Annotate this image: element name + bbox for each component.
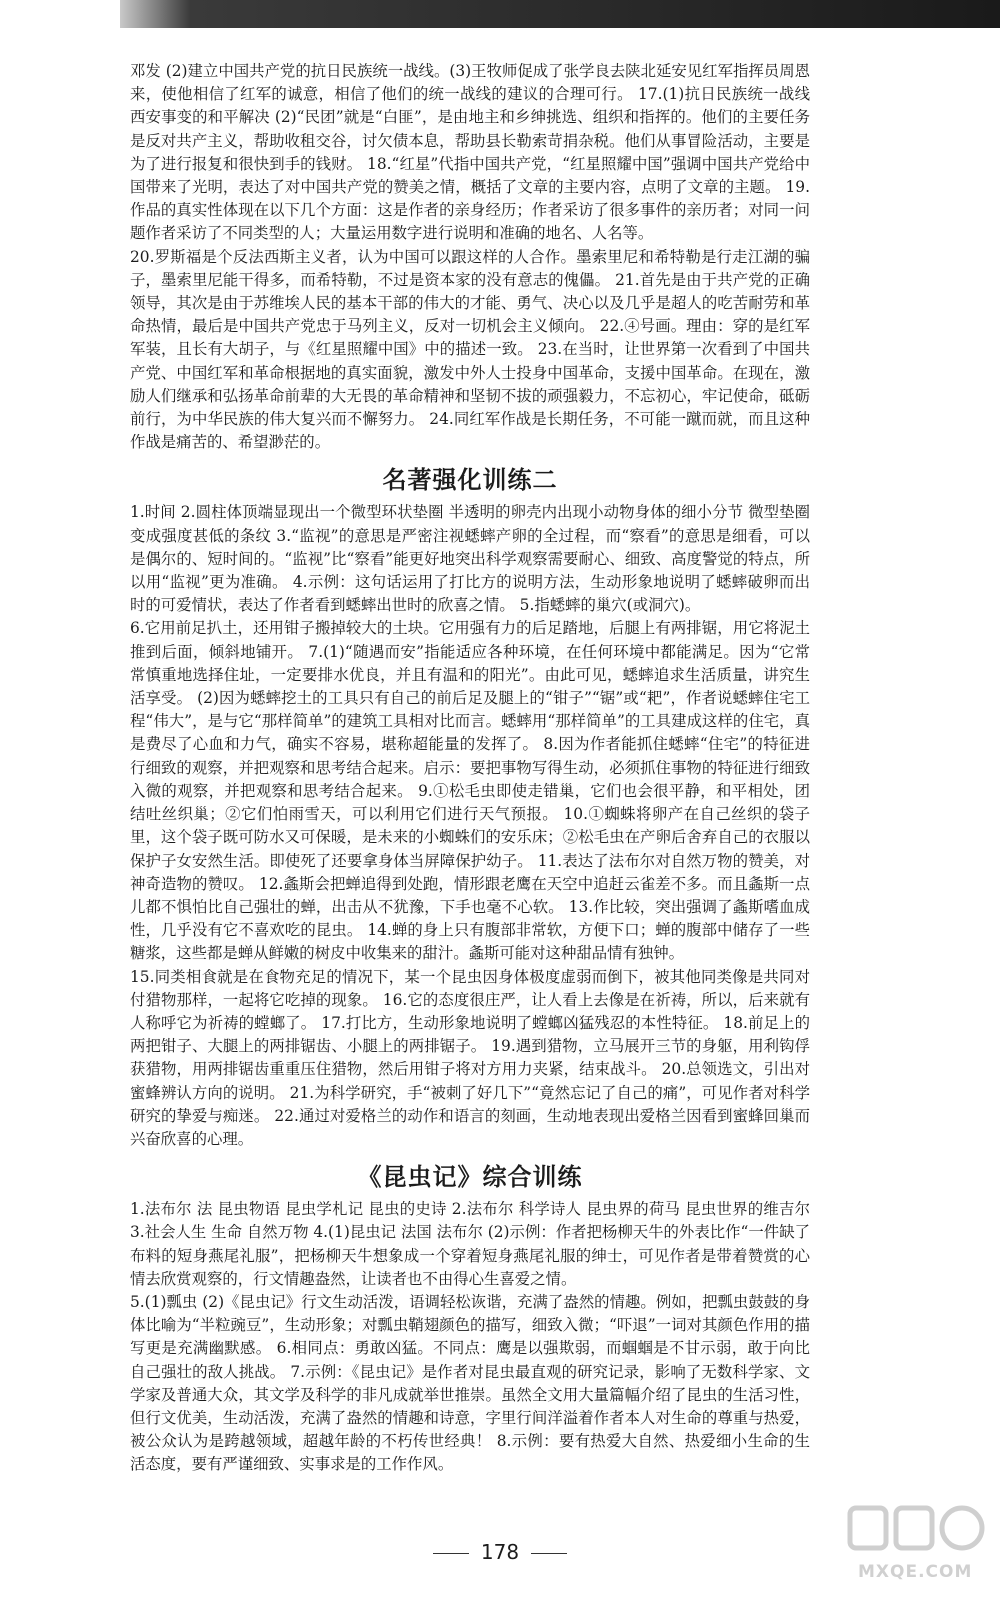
section-red-star-answers xyxy=(130,60,810,454)
watermark-logo xyxy=(840,1500,990,1590)
answer-paragraph: 1.法布尔 法 昆虫物语 昆虫学札记 昆虫的史诗 2.法布尔 科学诗人 昆虫界的荷马 昆虫世界的维吉尔 3.社会人生 生命 自然万物 4.(1)昆虫记 法国 法布尔 (2)示例：作者把杨柳天牛的外表比作“一件缺了布料的短身燕尾礼服”，把杨柳天牛想象成一个穿着短身燕尾礼服的绅士，可见作者是带着赞赏的心情去欣赏观察的，行文情趣盎然，让读者也不由得心生喜爱之情。 xyxy=(130,1200,810,1288)
watermark-text: MXQE.COM xyxy=(858,1562,973,1582)
answer-paragraph: 15.同类相食就是在食物充足的情况下，某一个昆虫因身体极度虚弱而倒下，被其他同类像是共同对付猎物那样，一起将它吃掉的现象。 16.它的态度很庄严，让人看上去像是在祈祷，所以，后来就有人称呼它为祈祷的螳螂了。 17.打比方，生动形象地说明了螳螂凶猛残忍的本性特征。 18.前足上的两把钳子、大腿上的两排锯齿、小腿上的两排锯子。 19.遇到猎物，立马展开三节的身躯，用利钩俘获猎物，用两排锯齿重重压住猎物，然后用钳子将对方用力夹紧，结束战斗。 20.总领选文，引出对蜜蜂辨认方向的说明。 21.为科学研究，手“被刺了好几下”“竟然忘记了自己的痛”，可见作者对科学研究的挚爱与痴迷。 22.通过对爱格兰的动作和语言的刻画，生动地表现出爱格兰因看到蜜蜂回巢而兴奋欣喜的心理。 xyxy=(130,967,810,1148)
section-insects-answers xyxy=(130,1198,810,1476)
answer-paragraph: 5.(1)瓢虫 (2)《昆虫记》行文生动活泼，语调轻松诙谐，充满了盎然的情趣。例如，把瓢虫鼓鼓的身体比喻为“半粒豌豆”，生动形象；对瓢虫鞘翅颜色的描写，细致入微；“吓退”一词对其颜色作用的描写更是充满幽默感。 6.相同点：勇敢凶猛。不同点：鹰是以强欺弱，而蝈蝈是不甘示弱，敢于向比自己强壮的敌人挑战。 7.示例：《昆虫记》是作者对昆虫最直观的研究记录，影响了无数科学家、文学家及普通大众，其文学及科学的非凡成就举世推崇。虽然全文用大量篇幅介绍了昆虫的生活习性，但行文优美，生动活泼，充满了盎然的情趣和诗意，字里行间洋溢着作者本人对生命的尊重与热爱，被公众认为是跨越领域，超越年龄的不朽传世经典！ 8.示例：要有热爱大自然、热爱细小生命的生活态度，要有严谨细致、实事求是的工作作风。 xyxy=(130,1292,810,1474)
watermark-glyph-icon xyxy=(840,1500,990,1560)
section-reinforcement-answers xyxy=(130,501,810,1151)
answer-paragraph: 6.它用前足扒土，还用钳子搬掉较大的土块。它用强有力的后足踏地，后腿上有两排锯，用它将泥土推到后面，倾斜地铺开。 7.(1)“随遇而安”指能适应各种环境，在任何环境中都能满足。因为“它常常慎重地选择住址，一定要排水优良，并且有温和的阳光”。由此可见，蟋蟀追求生活质量，讲究生活享受。 (2)因为蟋蟀挖土的工具只有自己的前后足及腿上的“钳子”“锯”或“耙”，作者说蟋蟀住宅工程“伟大”，是与它“那样简单”的建筑工具相对比而言。蟋蟀用“那样简单”的工具建成这样的住宅，真是费尽了心血和力气，确实不容易，堪称超能量的发挥了。 8.因为作者能抓住蟋蟀“住宅”的特征进行细致的观察，并把观察和思考结合起来。启示：要把事物写得生动，必须抓住事物的特征进行细致入微的观察，并把观察和思考结合起来。 9.①松毛虫即使走错巢，它们也会很平静，和平相处，团结吐丝织巢；②它们怕雨雪天，可以利用它们进行天气预报。 10.①蜘蛛将卵产在自己丝织的袋子里，这个袋子既可防水又可保暖，是未来的小蜘蛛们的安乐床；②松毛虫在产卵后舍弃自己的衣服以保护子女安然生活。即使死了还要拿身体当屏障保护幼子。 11.表达了法布尔对自然万物的赞美，对神奇造物的赞叹。 12.螽斯会把蝉追得到处跑，情形跟老鹰在天空中追赶云雀差不多。而且螽斯一点儿都不惧怕比自己强壮的蝉，出击从不犹豫，下手也毫不心软。 13.作比较，突出强调了螽斯嗜血成性，几乎没有它不喜欢吃的昆虫。 14.蝉的身上只有腹部非常软，方便下口；蝉的腹部中储存了一些糖浆，这些都是蝉从鲜嫩的树皮中收集来的甜汁。螽斯可能对这种甜品情有独钟。 xyxy=(130,619,810,963)
section-title: 名著强化训练二 xyxy=(382,466,558,495)
scan-top-edge xyxy=(0,0,1000,30)
answer-paragraph: 邓发 (2)建立中国共产党的抗日民族统一战线。(3)王牧师促成了张学良去陕北延安见红军指挥员周恩来，使他相信了红军的诚意，相信了他们的统一战线的建议的合理可行。 17.(1)抗日民族统一战线 西安事变的和平解决 (2)“民团”就是“白匪”，是由地主和乡绅挑选、组织和指挥的。他们的主要任务是反对共产主义，帮助收租交谷，讨欠债本息，帮助县长勒索苛捐杂税。他们从事冒险活动，主要是为了进行报复和很快到手的钱财。 18.“红星”代指中国共产党，“红星照耀中国”强调中国共产党给中国带来了光明，表达了对中国共产党的赞美之情，概括了文章的主要内容，点明了文章的主题。 19.作品的真实性体现在以下几个方面：这是作者的亲身经历；作者采访了很多事件的亲历者；对同一问题作者采访了不同类型的人；大量运用数字进行说明和准确的地名、人名等。 xyxy=(130,62,810,243)
page-number: 178 xyxy=(480,1540,520,1564)
answer-page xyxy=(130,60,810,1477)
answer-paragraph: 1.时间 2.圆柱体顶端显现出一个微型环状垫圈 半透明的卵壳内出现小动物身体的细小分节 微型垫圈变成强度甚低的条纹 3.“监视”的意思是严密注视蟋蟀产卵的全过程，而“察看”的意思是细看，可以是偶尔的、短时间的。“监视”比“察看”能更好地突出科学观察需要耐心、细致、高度警觉的特点，所以用“监视”更为准确。 4.示例：这句话运用了打比方的说明方法，生动形象地说明了蟋蟀破卵而出时的可爱情状，表达了作者看到蟋蟀出世时的欣喜之情。 5.指蟋蟀的巢穴(或洞穴)。 xyxy=(130,503,810,615)
scan-dark-band xyxy=(120,0,1000,28)
footer-dash-right xyxy=(531,1553,567,1554)
section-title: 《昆虫记》综合训练 xyxy=(357,1163,583,1192)
footer-dash-left xyxy=(433,1553,469,1554)
answer-paragraph: 20.罗斯福是个反法西斯主义者，认为中国可以跟这样的人合作。墨索里尼和希特勒是行走江湖的骗子，墨索里尼能干得多，而希特勒，不过是资本家的没有意志的傀儡。 21.首先是由于共产党的正确领导，其次是由于苏维埃人民的基本干部的伟大的才能、勇气、决心以及几乎是超人的吃苦耐劳和革命热情，最后是中国共产党忠于马列主义，反对一切机会主义倾向。 22.④号画。理由：穿的是红军军装，且长有大胡子，与《红星照耀中国》中的描述一致。 23.在当时，让世界第一次看到了中国共产党、中国红军和革命根据地的真实面貌，激发中外人士投身中国革命，支援中国革命。在现在，激励人们继承和弘扬革命前辈的大无畏的革命精神和坚韧不拔的顽强毅力，不忘初心，牢记使命，砥砺前行，为中华民族的伟大复兴而不懈努力。 24.同红军作战是长期任务，不可能一蹴而就，而且这种作战是痛苦的、希望渺茫的。 xyxy=(130,247,810,452)
